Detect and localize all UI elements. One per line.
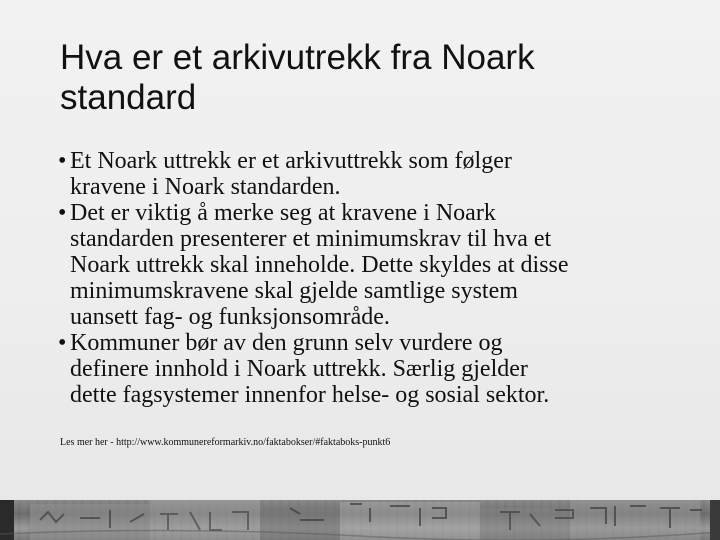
decorative-photo-strip <box>0 500 720 540</box>
bullet-line: Det er viktig å merke seg at kravene i Noark <box>70 200 496 226</box>
bullet-line: uansett fag- og funksjonsområde. <box>70 304 390 330</box>
bullet-marker: • <box>58 200 67 226</box>
strip-edge <box>710 500 720 540</box>
bullet-marker: • <box>58 148 67 174</box>
bullet-line: minimumskravene skal gjelde samtlige system <box>70 278 518 304</box>
bullet-line: kravene i Noark standarden. <box>70 174 341 200</box>
bullet-line: definere innhold i Noark uttrekk. Særlig gjelder <box>70 356 528 382</box>
archive-texture-image <box>0 500 720 540</box>
bullet-marker: • <box>58 330 67 356</box>
source-link[interactable]: Les mer her - http://www.kommunereformarkiv.no/faktabokser/#faktaboks-punkt6 <box>60 437 391 448</box>
bullet-item <box>58 148 678 200</box>
bullet-item <box>58 330 678 408</box>
bullet-line: Noark uttrekk skal inneholde. Dette skyldes at disse <box>70 252 569 278</box>
bullet-line: standarden presenterer et minimumskrav til hva et <box>70 226 552 252</box>
bullet-line: dette fagsystemer innenfor helse- og sosial sektor. <box>70 382 550 408</box>
bullet-list <box>58 148 678 408</box>
slide-title: Hva er et arkivutrekk fra Noark standard <box>60 38 535 117</box>
bullet-line: Et Noark uttrekk er et arkivuttrekk som følger <box>70 148 512 174</box>
bullet-item <box>58 200 678 330</box>
bullet-line: Kommuner bør av den grunn selv vurdere og <box>70 330 503 356</box>
